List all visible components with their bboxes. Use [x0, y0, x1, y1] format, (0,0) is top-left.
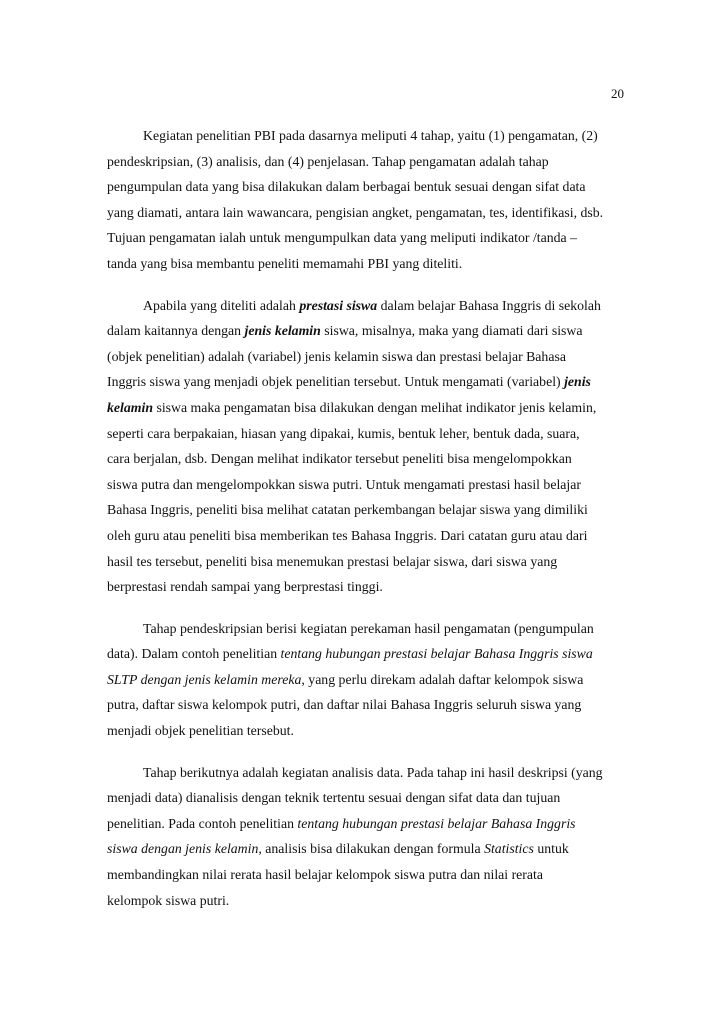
- text-line: [107, 123, 623, 149]
- text-run: Kegiatan penelitian PBI pada dasarnya meliputi 4 tahap, yaitu (1) pengamatan, (2): [143, 128, 598, 143]
- text-run: tanda yang bisa membantu peneliti memamahi PBI yang diteliti.: [107, 255, 463, 271]
- text-line: [107, 174, 623, 200]
- text-line: [107, 692, 623, 718]
- text-line: [107, 497, 623, 523]
- text-run: berprestasi rendah sampai yang berprestasi tinggi.: [107, 579, 383, 595]
- italic-text: SLTP dengan jenis kelamin mereka: [107, 671, 302, 687]
- text-run: Bahasa Inggris, peneliti bisa melihat catatan perkembangan belajar siswa yang dimiliki: [107, 502, 588, 518]
- text-line: [107, 760, 623, 786]
- text-line: [107, 395, 623, 421]
- italic-text: tentang hubungan prestasi belajar Bahasa Inggris siswa: [280, 646, 593, 662]
- paragraph: [107, 760, 623, 914]
- text-run: dalam kaitannya dengan: [107, 323, 245, 339]
- text-line: [107, 641, 623, 667]
- italic-text: siswa dengan jenis kelamin: [107, 841, 259, 857]
- text-run: Inggris siswa yang menjadi objek penelitian tersebut. Untuk mengamati (variabel): [107, 374, 565, 390]
- text-run: cara berjalan, dsb. Dengan melihat indikator tersebut peneliti bisa mengelompokkan: [107, 451, 572, 467]
- text-line: [107, 318, 623, 344]
- emphasis-text: jenis kelamin: [244, 323, 321, 339]
- text-run: siswa maka pengamatan bisa dilakukan dengan melihat indikator jenis kelamin,: [153, 399, 597, 415]
- text-line: [107, 446, 623, 472]
- text-run: data). Dalam contoh penelitian: [107, 646, 281, 662]
- text-line: [107, 616, 623, 642]
- text-run: untuk: [533, 841, 569, 857]
- italic-text: Statistics: [484, 841, 534, 857]
- text-run: pengumpulan data yang bisa dilakukan dalam berbagai bentuk sesuai dengan sifat data: [107, 179, 586, 195]
- text-run: penelitian. Pada contoh penelitian: [107, 815, 298, 831]
- text-line: [107, 200, 623, 226]
- text-run: Apabila yang diteliti adalah: [143, 297, 300, 313]
- text-line: [107, 718, 623, 744]
- text-run: Tahap pendeskripsian berisi kegiatan perekaman hasil pengamatan (pengumpulan: [143, 620, 594, 636]
- text-line: [107, 149, 623, 175]
- text-run: putra, daftar siswa kelompok putri, dan daftar nilai Bahasa Inggris seluruh siswa yang: [107, 697, 582, 713]
- emphasis-text: kelamin: [107, 399, 153, 415]
- text-run: oleh guru atau peneliti bisa memberikan tes Bahasa Inggris. Dari catatan guru atau dari: [107, 527, 588, 543]
- italic-text: tentang hubungan prestasi belajar Bahasa Inggris: [297, 815, 576, 831]
- text-run: yang diamati, antara lain wawancara, pengisian angket, pengamatan, tes, identifikasi, dsb.: [107, 204, 604, 220]
- text-run: (objek penelitian) adalah (variabel) jenis kelamin siswa dan prestasi belajar Bahasa: [107, 348, 566, 364]
- text-run: seperti cara berpakaian, hiasan yang dipakai, kumis, bentuk leher, bentuk dada, suara,: [107, 425, 580, 441]
- text-run: Tujuan pengamatan ialah untuk mengumpulkan data yang meliputi indikator /tanda –: [107, 230, 578, 246]
- emphasis-text: jenis: [564, 374, 591, 390]
- text-line: [107, 888, 623, 914]
- text-line: [107, 369, 623, 395]
- text-line: [107, 225, 623, 251]
- text-line: [107, 472, 623, 498]
- paragraph: [107, 616, 623, 744]
- text-line: [107, 785, 623, 811]
- text-run: membandingkan nilai rerata hasil belajar kelompok siswa putra dan nilai rerata: [107, 867, 543, 883]
- text-line: [107, 862, 623, 888]
- text-run: pendeskripsian, (3) analisis, dan (4) penjelasan. Tahap pengamatan adalah tahap: [107, 153, 549, 169]
- text-run: siswa putra dan mengelompokkan siswa putri. Untuk mengamati prestasi hasil belajar: [107, 476, 581, 492]
- text-run: siswa, misalnya, maka yang diamati dari siswa: [320, 323, 583, 339]
- text-run: hasil tes tersebut, peneliti bisa menemukan prestasi belajar siswa, dari siswa yang: [107, 553, 558, 569]
- text-line: [107, 667, 623, 693]
- text-line: [107, 293, 623, 319]
- text-run: kelompok siswa putri.: [107, 892, 230, 908]
- text-line: [107, 811, 623, 837]
- document-body: [107, 123, 623, 929]
- text-run: dalam belajar Bahasa Inggris di sekolah: [377, 297, 601, 313]
- text-line: [107, 523, 623, 549]
- paragraph: [107, 123, 623, 277]
- text-line: [107, 421, 623, 447]
- emphasis-text: prestasi siswa: [299, 297, 378, 313]
- text-line: [107, 549, 623, 575]
- text-run: menjadi data) dianalisis dengan teknik tertentu sesuai dengan sifat data dan tujuan: [107, 790, 561, 806]
- text-line: [107, 251, 623, 277]
- text-line: [107, 836, 623, 862]
- text-line: [107, 574, 623, 600]
- text-line: [107, 344, 623, 370]
- text-run: menjadi objek penelitian tersebut.: [107, 723, 294, 739]
- page-number: 20: [611, 86, 624, 101]
- text-run: , yang perlu direkam adalah daftar kelompok siswa: [301, 671, 584, 687]
- paragraph: [107, 293, 623, 600]
- text-run: , analisis bisa dilakukan dengan formula: [258, 841, 485, 857]
- text-run: Tahap berikutnya adalah kegiatan analisis data. Pada tahap ini hasil deskripsi (yang: [143, 764, 603, 780]
